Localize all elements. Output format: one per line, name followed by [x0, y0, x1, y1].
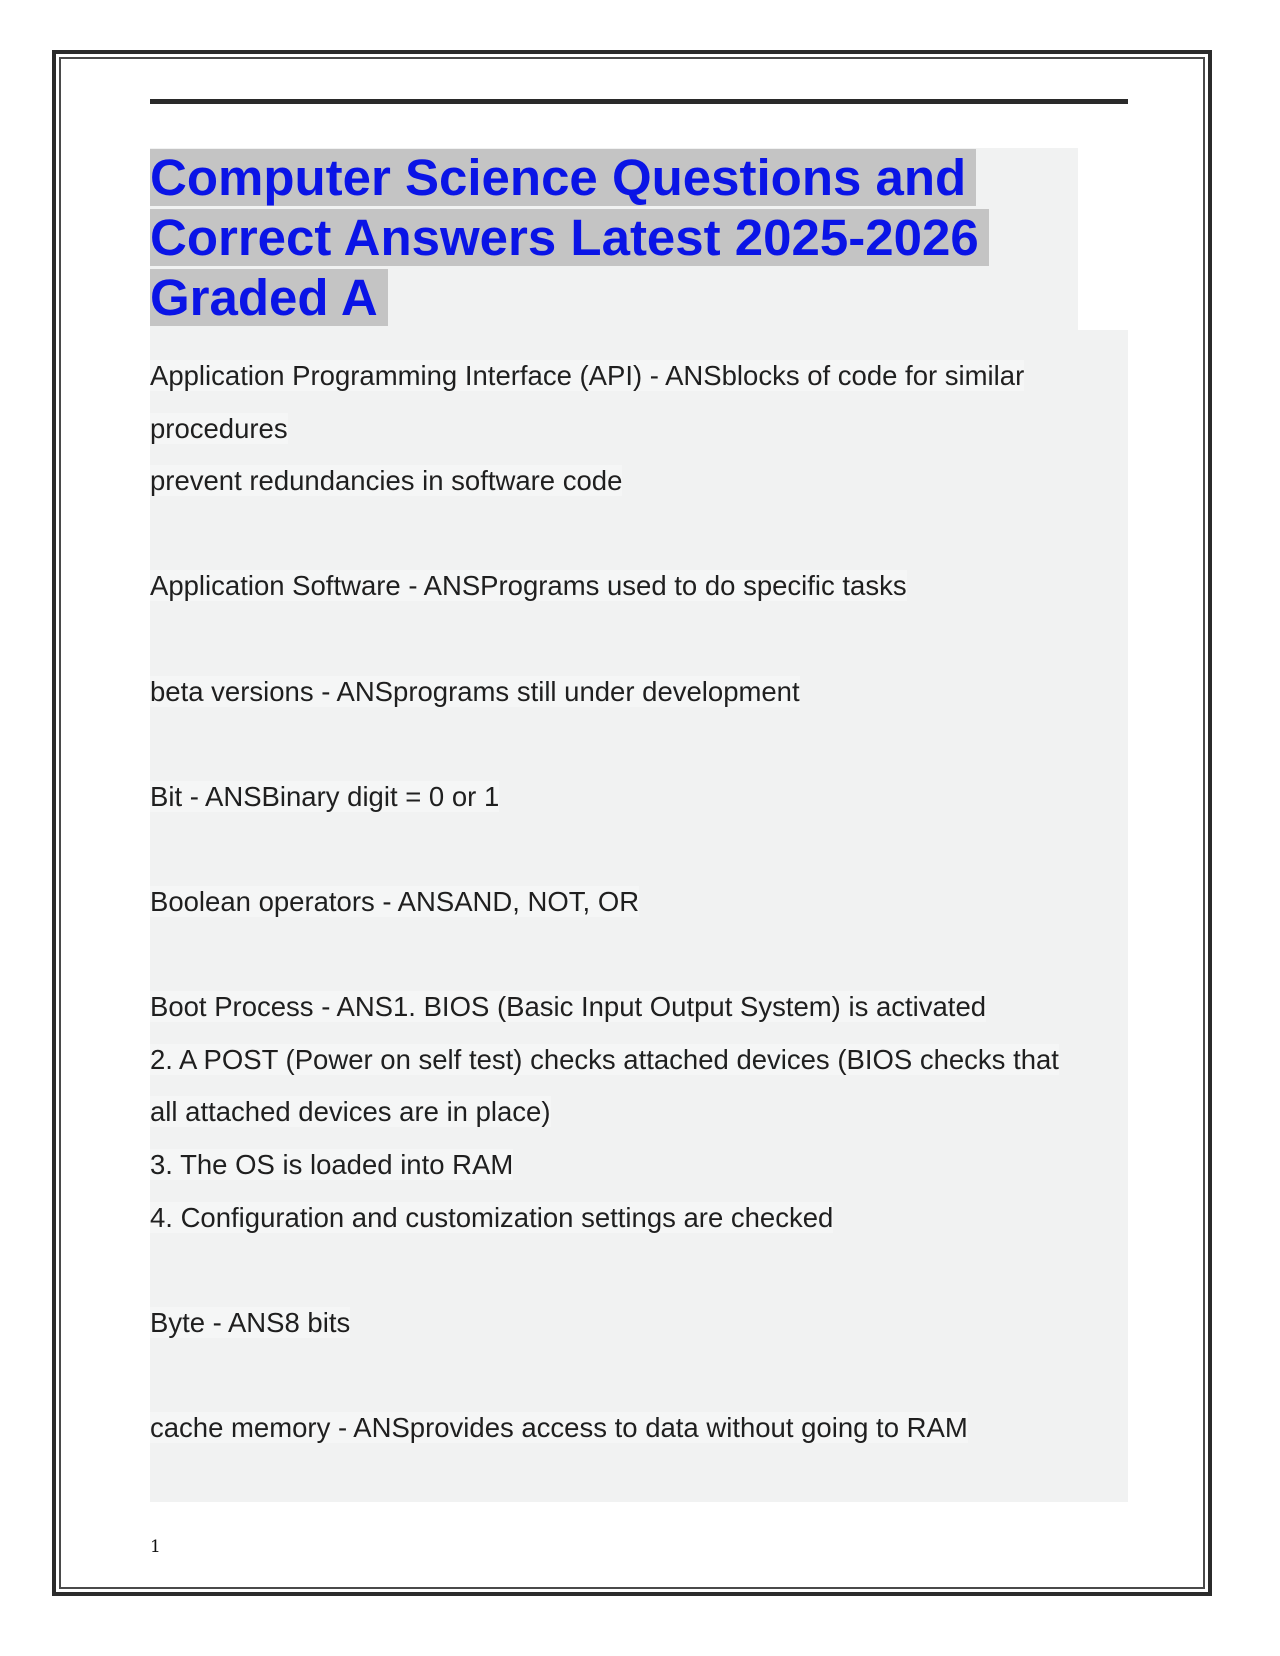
qa-entry-line	[150, 876, 1140, 929]
qa-entry-text: Boolean operators - ANSAND, NOT, OR	[150, 885, 640, 917]
qa-entry-text: 3. The OS is loaded into RAM	[150, 1148, 514, 1180]
qa-entry-text: 4. Configuration and customization settings are checked	[150, 1201, 834, 1233]
qa-entry-line	[150, 1402, 1140, 1455]
qa-entry	[150, 560, 1140, 613]
title-line-2: Correct Answers Latest 2025-2026	[150, 209, 989, 266]
document-title	[150, 148, 1080, 328]
qa-entry-line	[150, 1034, 1140, 1087]
qa-entry-line	[150, 666, 1140, 719]
qa-entry-text: Boot Process - ANS1. BIOS (Basic Input Output System) is activated	[150, 991, 987, 1023]
qa-entry-line	[150, 771, 1140, 824]
qa-entry-line	[150, 403, 1140, 456]
header-rule	[150, 99, 1128, 104]
qa-entry	[150, 1402, 1140, 1455]
qa-entry	[150, 350, 1140, 508]
title-line-3: Graded A	[150, 269, 388, 326]
qa-entry-text: prevent redundancies in software code	[150, 465, 623, 497]
qa-entry-text: 2. A POST (Power on self test) checks attached devices (BIOS checks that	[150, 1043, 1059, 1075]
qa-entry-line	[150, 1139, 1140, 1192]
title-gutter	[1078, 148, 1128, 330]
page-number: 1	[150, 1537, 161, 1557]
qa-entry-text: all attached devices are in place)	[150, 1096, 551, 1128]
qa-entry-line	[150, 455, 1140, 508]
title-line-1: Computer Science Questions and	[150, 149, 976, 206]
qa-entry	[150, 981, 1140, 1244]
qa-entry-text: procedures	[150, 412, 288, 444]
qa-list	[150, 350, 1140, 1507]
qa-entry-line	[150, 350, 1140, 403]
qa-entry	[150, 771, 1140, 824]
qa-entry	[150, 666, 1140, 719]
qa-entry	[150, 1297, 1140, 1350]
qa-entry	[150, 876, 1140, 929]
qa-entry-line	[150, 1192, 1140, 1245]
qa-entry-line	[150, 1086, 1140, 1139]
qa-entry-line	[150, 1297, 1140, 1350]
qa-entry-text: Application Programming Interface (API) - ANSblocks of code for similar	[150, 360, 1025, 391]
qa-entry-text: Application Software - ANSPrograms used to do specific tasks	[150, 570, 907, 602]
qa-entry-text: cache memory - ANSprovides access to data without going to RAM	[150, 1411, 968, 1443]
qa-entry-line	[150, 981, 1140, 1034]
qa-entry-text: Bit - ANSBinary digit = 0 or 1	[150, 780, 500, 812]
qa-entry-text: beta versions - ANSprograms still under development	[150, 675, 800, 707]
qa-entry-line	[150, 560, 1140, 613]
qa-entry-text: Byte - ANS8 bits	[150, 1306, 351, 1338]
